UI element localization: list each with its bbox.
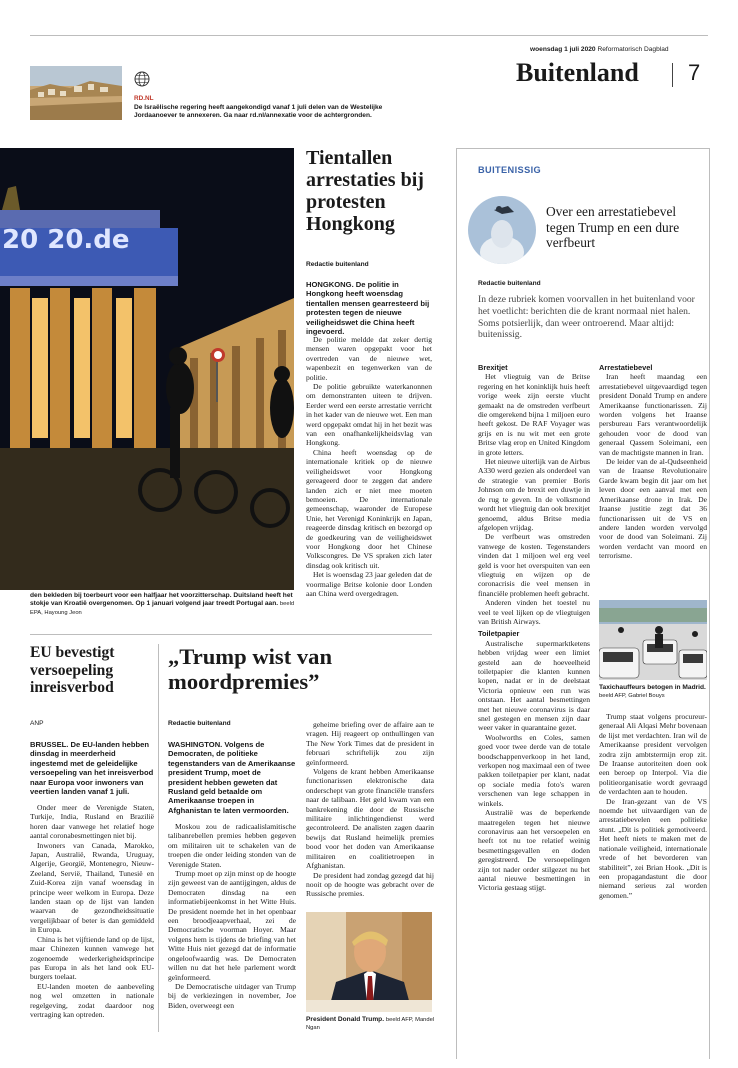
buitenissig-kicker: BUITENISSIG — [478, 165, 542, 175]
top-rule — [30, 35, 708, 36]
eu-headline[interactable]: EU bevestigt versoepeling inreisverbod — [30, 644, 115, 697]
trump-lead: WASHINGTON. Volgens de Democraten, de politieke tegenstanders van de Amerikaanse president Trump, moet de president hebben geweten dat Rusland geld betaalde om Amerikaanse troepen in Afghanistan te laten vermoorden. — [168, 740, 296, 815]
buitenissig-col1: Brexitjet Het vliegtuig van de Britse regering en het koninklijk huis heeft vorige week zijn eerste vlucht gemaakt na de omstreden verfbeurt die omgerekend bijna 1 miljoen euro heeft gekost. De RAF Voyager was grijs en is nu wit met een grote Britse vlag erop en United Kingdom in grote letters. Het nieuwe uiterlijk van de Airbus A330 werd gezien als onderdeel van de strategie van premier Boris Johnson om de brexit een duwtje in de rug te geven. In de volksmond wordt het vliegtuig dan ook brexitjet genoemd, aldus Britse media afgelopen vrijdag. De verfbeurt was omstreden vanwege de kosten. Tegenstanders vinden dat 1 miljoen wel erg veel geld is voor het overspuiten van een vliegtuig en wijzen op de coronacrisis die veel mensen in financiële problemen heeft gebracht. Anderen vinden het toestel nu veel te veel lijken op de vliegtuigen van British Airways. Toiletpapier Australische supermarktketens hebben vrijdag weer een limiet gesteld aan de hoeveelheid toiletpapier die klanten kunnen kopen, nadat er in de deelstaat Victoria opnieuw een run was ontstaan. Het aantal besmettingen met het nieuwe coronavirus is daar snel gestegen en mensen zijn daar weer vaker in quarantaine gezet. Woolworths en Coles, samen goed voor twee derde van de totale boodschappenverkoop in het land, verkopen nog maximaal een of twee pakken toiletpapier per klant, nadat op sociale media foto's waren verschenen van lege schappen in winkels. Australië was de beperkende maatregelen tegen het nieuwe coronavirus aan het versoepelen en heeft tot nu toe relatief weinig besmettingsgevallen en doden geregistreerd. De versoepelingen zijn tot nader order stilgezet nu het aantal nieuwe besmettingen in Victoria gestaag stijgt. — [478, 363, 590, 893]
mid-rule — [30, 634, 432, 635]
berlin-photo — [0, 148, 294, 590]
eu-byline: ANP — [30, 720, 44, 727]
column-divider — [158, 644, 159, 1032]
hongkong-byline: Redactie buitenland — [306, 261, 369, 268]
trump-col1: Moskou zou de radicaalislamitische talibanrebellen premies hebben gegeven om militairen uit te schakelen van de troepen die onder leiding stonden van de Verenigde Staten. Trump moet op zijn minst op de hoogte zijn geweest van de aantijgingen, aldus de Democraten dinsdag na een informatiebijeenkomst in het Witte Huis. De president noemde het in het openbaar een broodjeaapverhaal, zei de Democratische voorman Hoyer. Maar volgens hem is tijdens de briefing van het Witte Huis niet gezegd dat de informatie ongeloofwaardig was. De Democraten willen nu dat het hele parlement wordt geïnformeerd. De Democratische uitdager van Trump bij de verkiezingen in november, Joe Biden, overweegt een — [168, 822, 296, 1010]
madrid-caption: Taxichauffeurs betogen in Madrid. beeld AFP, Gabriel Bouys — [599, 684, 706, 700]
section-divider — [672, 63, 673, 87]
buitenissig-title[interactable]: Over een arrestatiebevel tegen Trump en een dure verfbeurt — [546, 204, 680, 251]
projection-text: 20 20.de — [2, 225, 130, 255]
trump-headline[interactable]: „Trump wist van moordpremies” — [168, 644, 333, 694]
page-number: 7 — [688, 60, 701, 85]
hongkong-headline[interactable]: Tientallen arrestaties bij protesten Hongkong — [306, 147, 424, 235]
teaser-text[interactable]: De Israëlische regering heeft aangekondigd vanaf 1 juli delen van de Westelijke Jordaanoever te annexeren. Ga naar rd.nl/annexatie voor de achtergronden. — [134, 104, 383, 120]
hongkong-body: De politie meldde dat zeker dertig mensen waren opgepakt voor het overtreden van de nieuwe wet, wapenbezit en tegenwerken van de politie. De politie gebruikte waterkanonnen om demonstranten uiteen te drijven. Eerder werd een eerste arrestatie verricht in het kader van de nieuwe wet. Een man werd opgepakt omdat hij in het bezit was van een onafhankelijkheidsvlag van Hongkong. China heeft woensdag op de internationale kritiek op de nieuwe veiligheidswet voor Hongkong gereageerd door te zeggen dat andere landen zich er niet mee moeten bemoeien. De internationale gemeenschap, waaronder de Europese Unie, het Verenigd Koninkrijk en Japan, reageerde dinsdag kritisch en bezorgd op de goedkeuring van de veiligheidswet voor Hongkong door het Chinese Volkscongres. De VS spraken zich later dinsdag ook kritisch uit. Het is woensdag 23 jaar geleden dat de voormalige Britse kolonie door Londen aan China werd overgedragen. — [306, 335, 432, 598]
trump-byline: Redactie buitenland — [168, 720, 231, 727]
trump-caption: President Donald Trump. beeld AFP, Mandel Ngan — [306, 1016, 435, 1032]
eu-body: Onder meer de Verenigde Staten, Turkije, India, Rusland en Brazilië horen daar vanwege het relatief hoge aantal coronabesmettingen niet bij. Inwoners van Canada, Marokko, Japan, Australië, Rwanda, Uruguay, Algerije, Georgië, Montenegro, Nieuw-Zeeland, Servië, Thailand, Tunesië en Zuid-Korea zijn vanaf woensdag in principe weer welkom in Europa. Deze landen staan op de lijst van landen waarvan de gezondheidssituatie vergelijkbaar of beter is dan gemiddeld in Europa. China is het vijftiende land op de lijst, maar Chinezen kunnen vanwege het zogenoemde wederkerigheidsprincipe pas Europa in als het land ook EU-burgers toelaat. EU-landen moeten de aanbeveling nog wel omzetten in nationale regelgeving, zodat daardoor nog vertraging kan optreden. — [30, 803, 154, 1019]
globe-icon — [134, 71, 150, 87]
eu-lead: BRUSSEL. De EU-landen hebben dinsdag in meerderheid ingestemd met de geleidelijke versoepeling van het inreisverbod naar Europa voor inwoners van veertien landen vanaf 1 juli. — [30, 740, 154, 797]
berlin-caption: den bekleden bij toerbeurt voor een halfjaar het voorzitterschap. Duitsland heeft het stokje van Kroatië overgenomen. Op 1 januari volgend jaar treedt Portugal aan. beeld EPA, Hayoung Jeon — [30, 592, 295, 616]
teaser-source: RD.NL — [134, 95, 154, 102]
teaser-image — [30, 66, 122, 120]
dateline: woensdag 1 juli 2020 Reformatorisch Dagblad — [530, 46, 669, 53]
trump-col2: geheime briefing over de affaire aan te vragen. Hij reageert op onthullingen van The New York Times dat de president in februari schriftelijk zou zijn geïnformeerd. Volgens de krant hebben Amerikaanse functionarissen elektronische data onderschept van grote financiële transfers naar de talibaan. Het geld kwam van een bankrekening die door de Russische militaire inlichtingendienst werd gecontroleerd. De analisten zagen daarin bewijs dat Rusland heimelijk premies bood voor het doden van Amerikaanse militairen en coalitietroepen in Afghanistan. De president had zondag gezegd dat hij nooit op de hoogte was gebracht over de Russische premies. — [306, 720, 434, 899]
buitenissig-col2-top: Arrestatiebevel Iran heeft maandag een arrestatiebevel uitgevaardigd tegen president Donald Trump en andere Amerikaanse functionarissen. Zij worden volgens het Iraanse persbureau Fars verantwoordelijk gehouden voor de dood van generaal Qassem Soleimani, een van de machtigste mannen in Iran. De leider van de al-Qudseenheid van de Iraanse Revolutionaire Garde kwam begin dit jaar om het leven door een aanval met een Amerikaanse drone in Irak. De Iraanse justitie zegt dat 36 functionarissen uit de VS en andere landen worden vervolgd voor de dood van Soleimani. Zij worden verdacht van moord en terrorisme. — [599, 363, 707, 561]
buitenissig-byline: Redactie buitenland — [478, 280, 541, 287]
section-title: Buitenland — [516, 58, 639, 87]
buitenissig-intro: In deze rubriek komen voorvallen in het buitenland voor het voetlicht: berichten die de krant normaal niet halen. Soms potsierlijk, dan weer ontroerend. Maar altijd: buitenissig. — [478, 294, 695, 341]
hongkong-lead: HONGKONG. De politie in Hongkong heeft woensdag tientallen mensen gearresteerd bij protesten tegen de nieuwe veiligheidswet die China heeft ingevoerd. — [306, 280, 430, 337]
buitenissig-col2-bottom: Trump staat volgens procureur-generaal Ali Alqasi Mehr bovenaan de lijst met verdachten. Iran wil de Amerikaanse president vervolgen zodra zijn ambtstermijn erop zit. De Iraanse autoriteiten doen ook een beroep op Interpol. Via die politieorganisatie wordt gevraagd de verdachten aan te houden. De Iran-gezant van de VS noemde het uitvaardigen van de arrestatiebevelen een politieke stunt. „Dit is politiek gemotiveerd. Het heeft niets te maken met de nationale veiligheid, internationale vrede of het bevorderen van stabiliteit”, zei Brian Hook. „Dit is een propagandastunt die door niemand serieus zal worden genomen.” — [599, 712, 707, 900]
buitenissig-image — [468, 196, 536, 264]
trump-photo — [306, 912, 432, 1012]
madrid-photo — [599, 600, 707, 680]
